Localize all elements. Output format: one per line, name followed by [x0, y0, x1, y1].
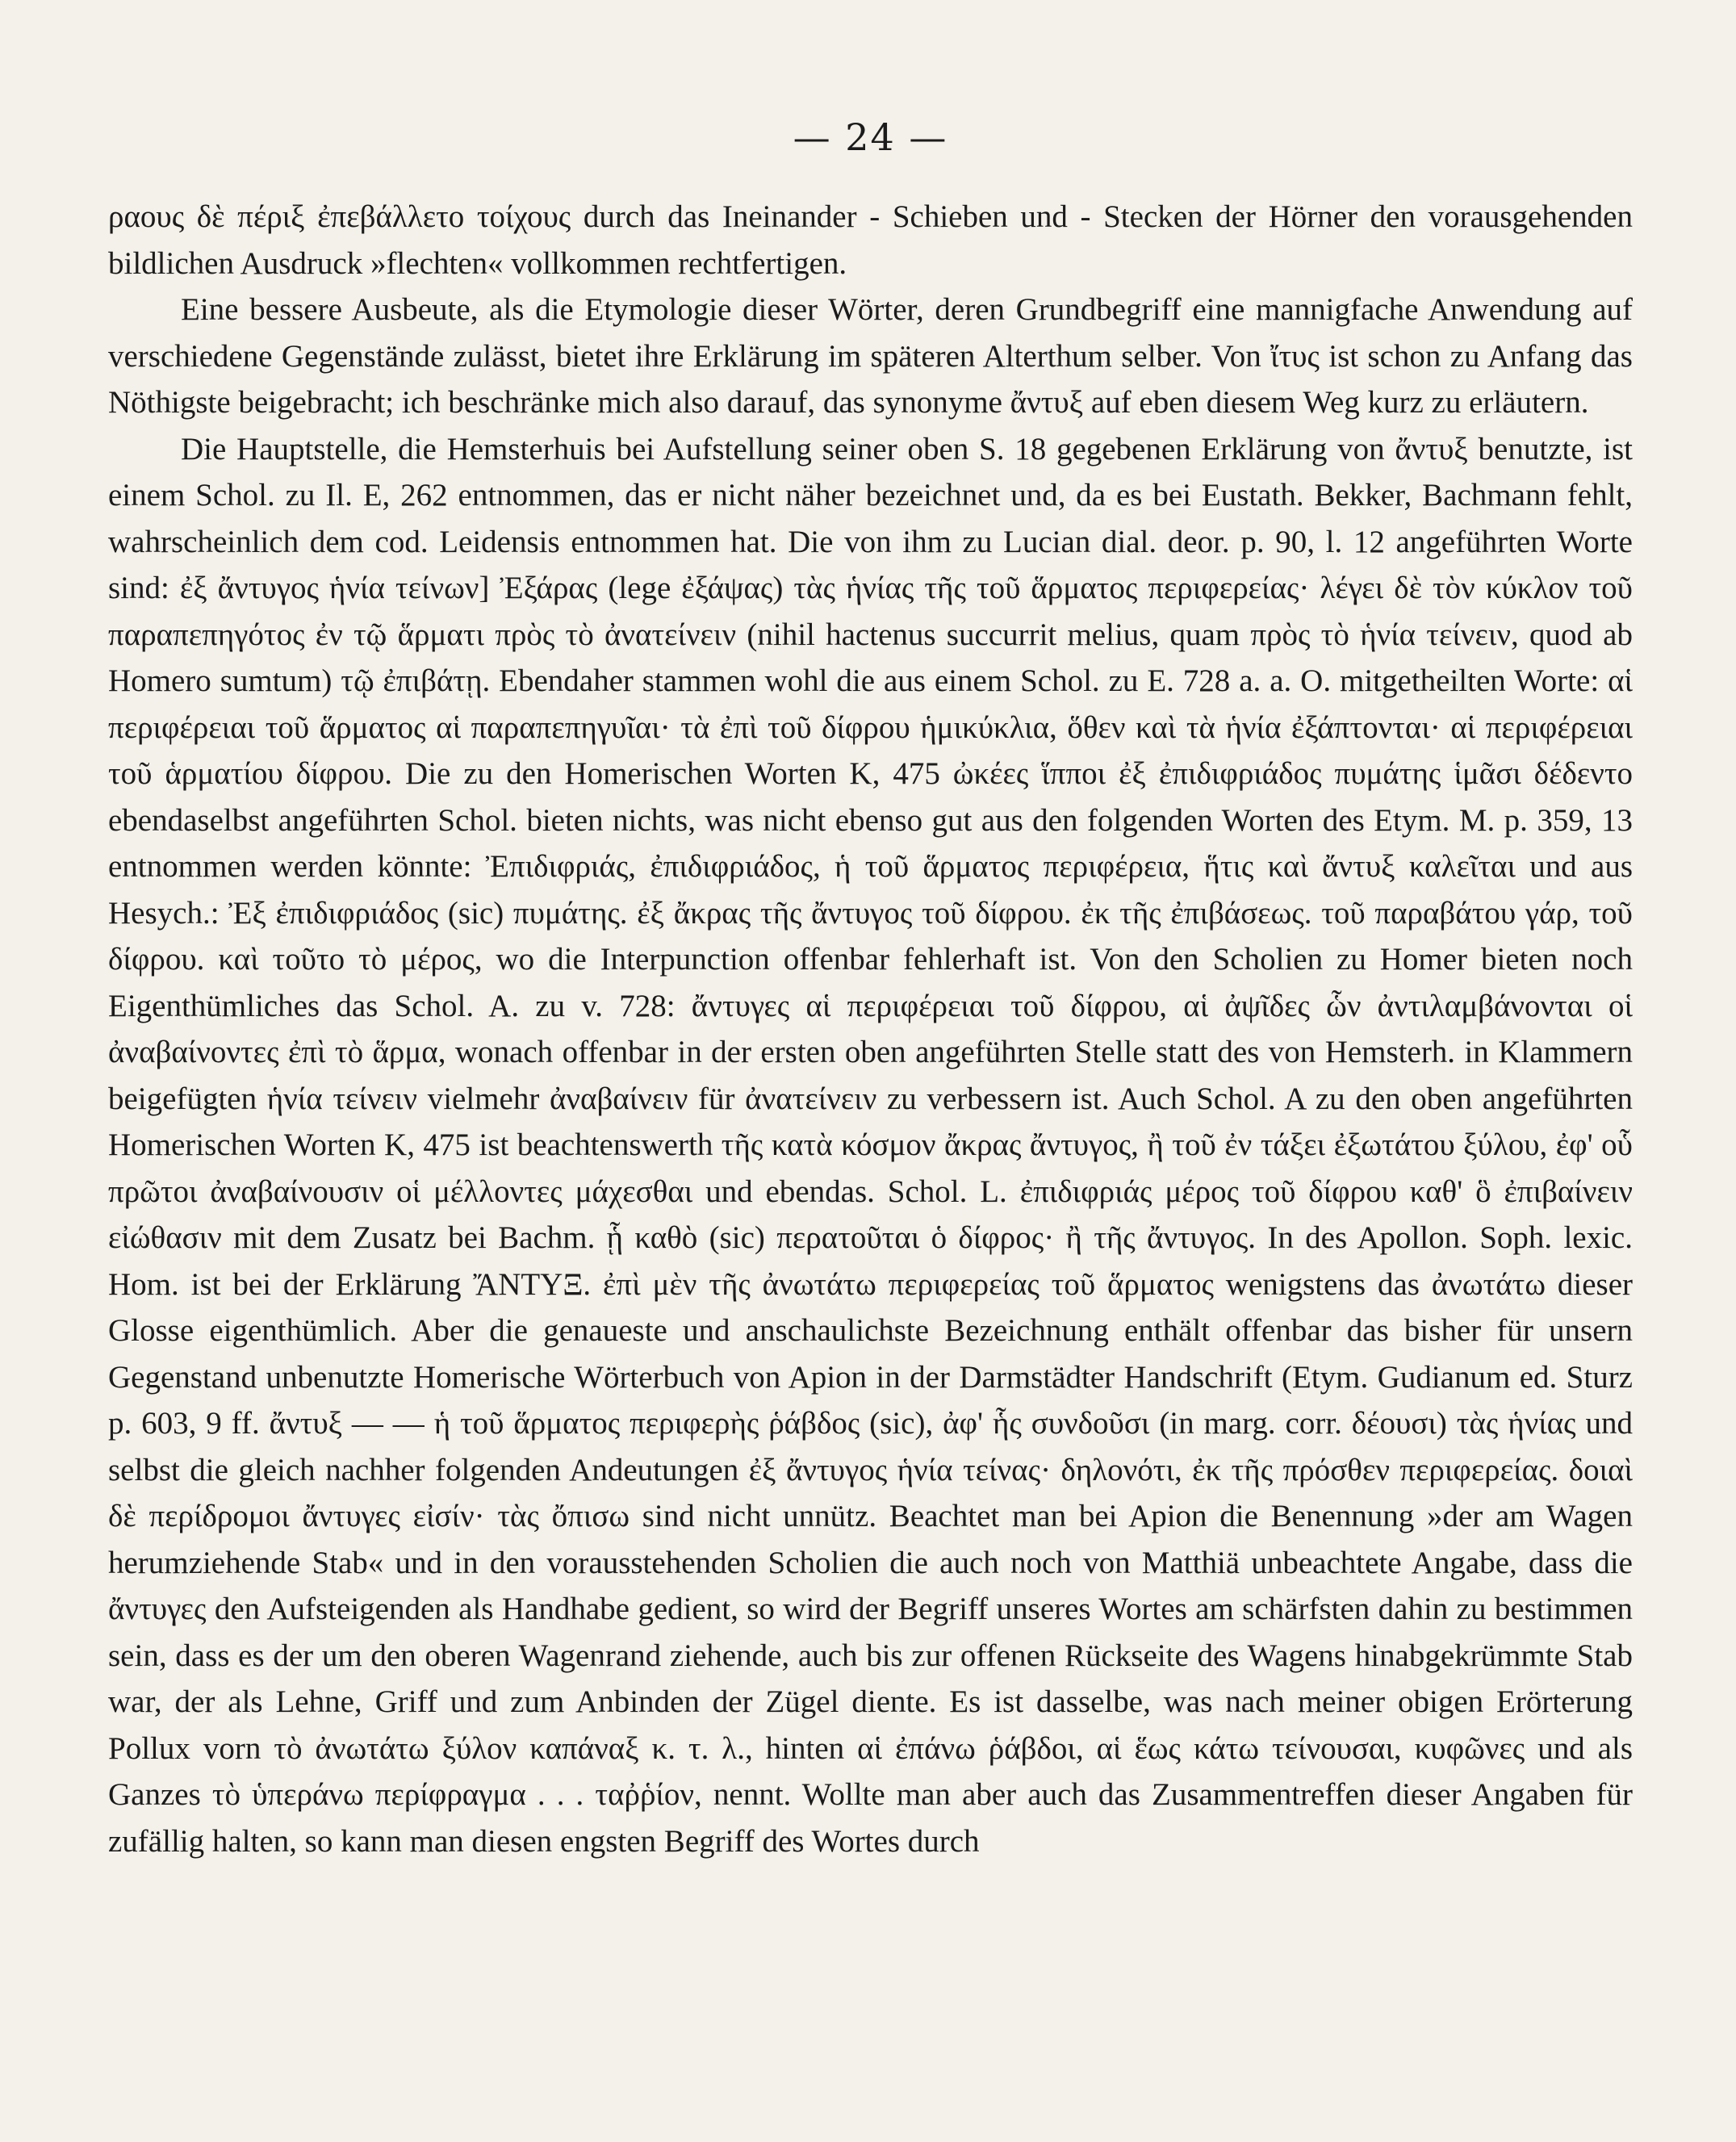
paragraph-3: Die Hauptstelle, die Hemsterhuis bei Aufstellung seiner oben S. 18 gegebenen Erklärung von ἄντυξ benutzte, ist einem Schol. zu Il. E, 262 entnommen, das er nicht näher bezeichnet und, da es bei Eustath. Bekker, Bachmann fehlt, wahrscheinlich dem cod. Leidensis entnommen hat. Die von ihm zu Lucian dial. deor. p. 90, l. 12 angeführten Worte sind: ἐξ ἄντυγος ἡνία τείνων] Ἐξάρας (lege ἐξάψας) τὰς ἡνίας τῆς τοῦ ἅρματος περιφερείας· λέγει δὲ τὸν κύκλον τοῦ παραπεπηγότος ἐν τῷ ἅρματι πρὸς τὸ ἀνατείνειν (nihil hactenus succurrit melius, quam πρὸς τὸ ἡνία τείνειν, quod ab Homero sumtum) τῷ ἐπιβάτῃ. Ebendaher stammen wohl die aus einem Schol. zu E. 728 a. a. O. mitgetheilten Worte: αἱ περιφέρειαι τοῦ ἅρματος αἱ παραπεπηγυῖαι· τὰ ἐπὶ τοῦ δίφρου ἡμικύκλια, ὅθεν καὶ τὰ ἡνία ἐξάπτονται· αἱ περιφέρειαι τοῦ ἁρματίου δίφρου. Die zu den Homerischen Worten K, 475 ὠκέες ἵπποι ἐξ ἐπιδιφριάδος πυμάτης ἱμᾶσι δέδεντο ebendaselbst angeführten Schol. bieten nichts, was nicht ebenso gut aus den folgenden Worten des Etym. M. p. 359, 13 entnommen werden könnte: Ἐπιδιφριάς, ἐπιδιφριάδος, ἡ τοῦ ἅρματος περιφέρεια, ἥτις καὶ ἄντυξ καλεῖται und aus Hesych.: Ἐξ ἐπιδιφριάδος (sic) πυμάτης. ἐξ ἄκρας τῆς ἄντυγος τοῦ δίφρου. ἐκ τῆς ἐπιβάσεως. τοῦ παραβάτου γάρ, τοῦ δίφρου. καὶ τοῦτο τὸ μέρος, wo die Interpunction offenbar fehlerhaft ist. Von den Scholien zu Homer bieten noch Eigenthümliches das Schol. A. zu v. 728: ἄντυγες αἱ περιφέρειαι τοῦ δίφρου, αἱ ἀψῖδες ὧν ἀντιλαμβάνονται οἱ ἀναβαίνοντες ἐπὶ τὸ ἅρμα, wonach offenbar in der ersten oben angeführten Stelle statt des von Hemsterh. in Klammern beigefügten ἡνία τείνειν vielmehr ἀναβαίνειν für ἀνατείνειν zu verbessern ist. Auch Schol. A zu den oben angeführten Homerischen Worten K, 475 ist beachtenswerth τῆς κατὰ κόσμον ἄκρας ἄντυγος, ἢ τοῦ ἐν τάξει ἐξωτάτου ξύλου, ἐφ' οὗ πρῶτοι ἀναβαίνουσιν οἱ μέλλοντες μάχεσθαι und ebendas. Schol. L. ἐπιδιφριάς μέρος τοῦ δίφρου καθ' ὃ ἐπιβαίνειν εἰώθασιν mit dem Zusatz bei Bachm. ᾗ καθὸ (sic) περατοῦται ὁ δίφρος· ἢ τῆς ἄντυγος. In des Apollon. Soph. lexic. Hom. ist bei der Erklärung ἌΝΤΥΞ. ἐπὶ μὲν τῆς ἀνωτάτω περιφερείας τοῦ ἅρματος wenigstens das ἀνωτάτω dieser Glosse eigenthümlich. Aber die genaueste und anschaulichste Bezeichnung enthält offenbar das bisher für unsern Gegenstand unbenutzte Homerische Wörterbuch von Apion in der Darmstädter Handschrift (Etym. Gudianum ed. Sturz p. 603, 9 ff. ἄντυξ — — ἡ τοῦ ἅρματος περιφερὴς ῥάβδος (sic), ἀφ' ἧς συνδοῦσι (in marg. corr. δέουσι) τὰς ἡνίας und selbst die gleich nachher folgenden Andeutungen ἐξ ἄντυγος ἡνία τείνας· δηλονότι, ἐκ τῆς πρόσθεν περιφερείας. δοιαὶ δὲ περίδρομοι ἄντυγες εἰσίν· τὰς ὄπισω sind nicht unnütz. Beachtet man bei Apion die Benennung »der am Wagen herumziehende Stab« und in den vorausstehenden Scholien die auch noch von Matthiä unbeachtete Angabe, dass die ἄντυγες den Aufsteigenden als Handhabe gedient, so wird der Begriff unseres Wortes am schärfsten dahin zu bestimmen sein, dass es der um den oberen Wagenrand ziehende, auch bis zur offenen Rückseite des Wagens hinabgekrümmte Stab war, der als Lehne, Griff und zum Anbinden der Zügel diente. Es ist dasselbe, was nach meiner obigen Erörterung Pollux vorn τὸ ἀνωτάτω ξύλον καπάναξ κ. τ. λ., hinten αἱ ἐπάνω ῥάβδοι, αἱ ἕως κάτω τείνουσαι, κυφῶνες und als Ganzes τὸ ὑπεράνω περίφραγμα . . . ταῤῥίον, nennt. Wollte man aber auch das Zusammentreffen dieser Angaben für zufällig halten, so kann man diesen engsten Begriff des Wortes durch	[108, 431, 1633, 1859]
body-text	[108, 194, 1633, 1864]
page-number: — 24 —	[793, 115, 948, 159]
paragraph-1: ραους δὲ πέριξ ἐπεβάλλετο τοίχους durch das Ineinander - Schieben und - Stecken der Hörner den vorausgehenden bildlichen Ausdruck »flechten« vollkommen rechtfertigen.	[108, 199, 1633, 281]
paragraph-2: Eine bessere Ausbeute, als die Etymologie dieser Wörter, deren Grundbegriff eine mannigfache Anwendung auf verschiedene Gegenstände zulässt, bietet ihre Erklärung im späteren Alterthum selber. Von ἴτυς ist schon zu Anfang das Nöthigste beigebracht; ich beschränke mich also darauf, das synonyme ἄντυξ auf eben diesem Weg kurz zu erläutern.	[108, 292, 1633, 420]
